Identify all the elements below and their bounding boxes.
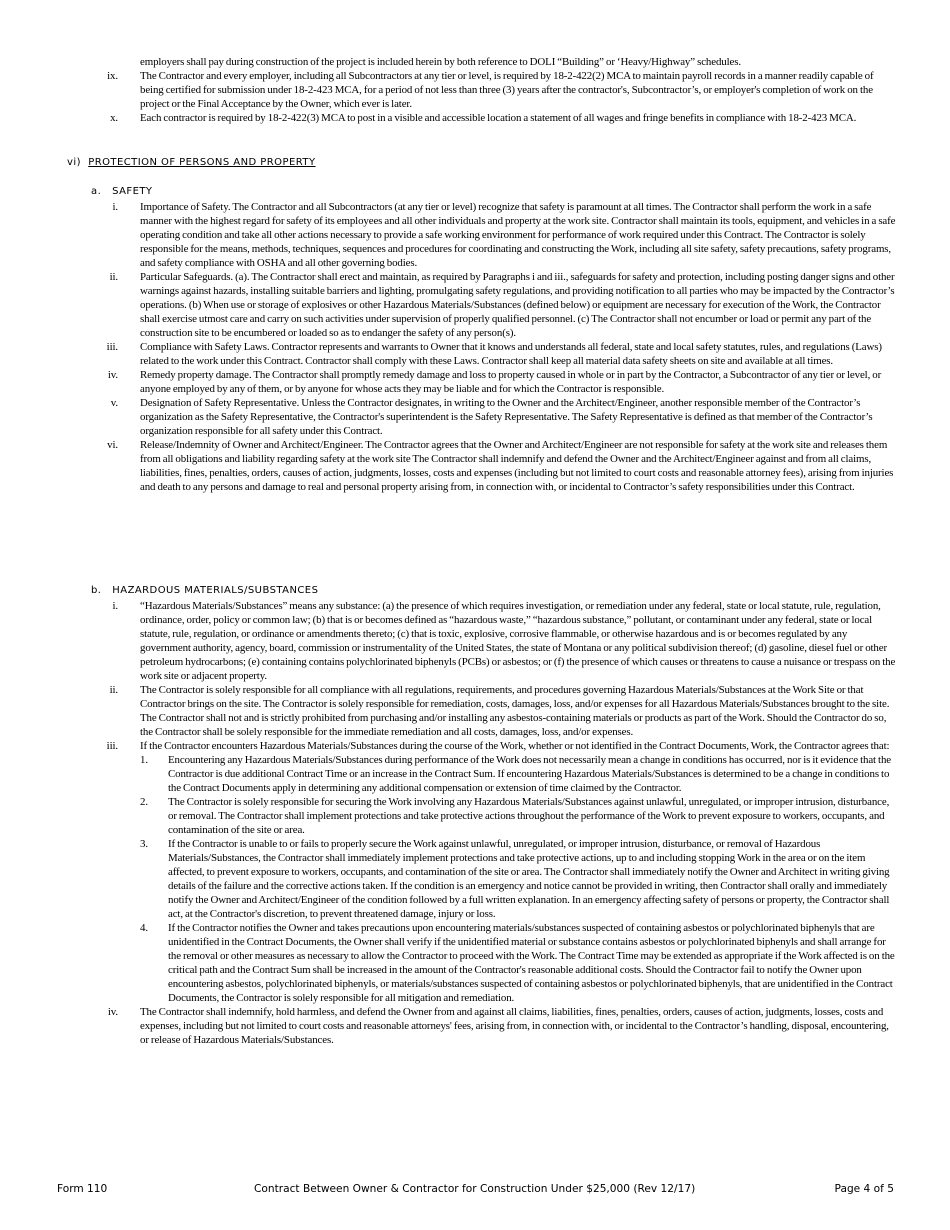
- item-text: Each contractor is required by 18-2-422(3) MCA to post in a visible and accessible location a statement of all wages and fringe benefits in compliance with 18-2-423 MCA.: [140, 112, 857, 124]
- item-text: If the Contractor is unable to or fails to properly secure the Work against unlawful, unregulated, or improper intrusion, disturbance, or removal of Hazardous Materials/Substances, the Contractor shall immediately implement protections and take protective actions, up to and including stopping Work in the area or on the item affected, to prevent exposure to workers, occupants, and contamination of the site or area. The Contractor shall immediately notify the Owner and Architect in writing giving details of the failure and the corrective actions taken. If the condition is an emergency and notice cannot be provided in writing, then Contractor shall orally and immediately notify the Owner and Architect/Engineer of the condition followed by a full written explanation. In an emergency affecting safety of persons or property, the Contractor shall act, at the Contractor's discretion, to prevent threatened damage, injury or loss.: [168, 838, 890, 920]
- item-text: If the Contractor encounters Hazardous Materials/Substances during the course of the Work, whether or not identified in the Contract Documents, Work, the Contractor agrees that:: [140, 740, 890, 752]
- item-number: 1.: [140, 754, 148, 766]
- item-text: Designation of Safety Representative. Unless the Contractor designates, in writing to the Owner and the Architect/Engineer, another responsible member of the Contractor’s organization as the Safety Representative, the Contractor's superintendent is the Safety Representative. The Safety Representative is defined as that member of the Contractor’s organization responsible for all safety under this Contract.: [140, 397, 873, 437]
- item-text: Release/Indemnity of Owner and Architect/Engineer. The Contractor agrees that the Owner and Architect/Engineer are not responsible for safety at the work site and releases them from all obligations and liability regarding safety at the work site The Contractor shall indemnify and defend the Owner and the Architect/Engineer against and from all claims, liabilities, fines, penalties, orders, causes of action, judgments, losses, costs and expenses (including but not limited to court costs and reasonable attorney fees), arising from injuries and death to any persons and damage to real and personal property arising from, in connection with, or incidental to Contractor’s safety responsibilities under this Contract.: [140, 439, 894, 493]
- item-text: The Contractor shall indemnify, hold harmless, and defend the Owner from and against all claims, liabilities, fines, penalties, orders, causes of action, judgments, losses, costs and expenses, including but not limited to court costs and reasonable attorneys' fees, arising from, in connection with, or incidental to the Contractor’s handling, disposal, encountering, or release of Hazardous Materials/Substances.: [140, 1006, 889, 1046]
- sub-list-item: [140, 753, 896, 795]
- hazardous-heading: b. HAZARDOUS MATERIALS/SUBSTANCES: [91, 585, 319, 596]
- section-heading: [67, 156, 316, 170]
- section-title: PROTECTION OF PERSONS AND PROPERTY: [88, 157, 316, 168]
- item-number: iv.: [107, 369, 118, 381]
- item-text: The Contractor is solely responsible for all compliance with all regulations, requirements, and procedures governing Hazardous Materials/Substances at the Work Site or that Contractor brings on the site. The Contractor is solely responsible for remediation, costs, damages, loss, and/or expenses for all Hazardous Materials/Substances brought to the site. The Contractor shall not and is strictly prohibited from purchasing and/or installing any asbestos-containing materials or products as part of the Work. Should the Contractor do so, the Contractor shall be solely responsible for the immediate remediation and all costs, damages, loss, and/or expenses.: [140, 684, 890, 738]
- list-item: [96, 270, 896, 340]
- footer-page-number: Page 4 of 5: [834, 1183, 894, 1195]
- item-number: iii.: [106, 740, 118, 752]
- item-text: If the Contractor notifies the Owner and takes precautions upon encountering materials/substances suspected of containing asbestos or polychlorinated biphenyls that are unidentified in the Contract Documents, the Owner shall verify if the unidentified material or substance contains asbestos or polychlorinated biphenyls and shall arrange for the removal or other measures as necessary to allow the Contractor to proceed with the Work. The Contract Time may be extended as appropriate if the Work affected is on the critical path and the Contract Sum shall be increased in the amount of the Contractor's reasonable additional costs. Should the Contractor fail to notify the Owner upon encountering asbestos, polychlorinated biphenyls, or materials/substances suspected of containing asbestos or polychlorinated biphenyls, that are unidentified in the Contract Documents, the Contractor is solely responsible for all mitigation and remediation.: [168, 922, 895, 1004]
- item-number: 2.: [140, 796, 148, 808]
- continuation-paragraph: employers shall pay during construction of the project is included herein by both reference to DOLI “Building” or ‘Heavy/Highway” schedules.: [140, 56, 741, 68]
- list-item: [96, 1005, 896, 1047]
- item-number: x.: [110, 112, 118, 124]
- sub-list-item: [140, 921, 896, 1005]
- item-number: vi.: [107, 439, 118, 451]
- hazardous-list: [96, 599, 896, 1047]
- sub-list-item: [140, 795, 896, 837]
- safety-heading: a. SAFETY: [91, 186, 153, 197]
- item-number: 4.: [140, 922, 148, 934]
- item-number: v.: [110, 397, 118, 409]
- list-item: [96, 683, 896, 739]
- wage-items-list: [96, 69, 896, 125]
- item-number: iv.: [107, 1006, 118, 1018]
- item-number: ii.: [109, 684, 118, 696]
- list-item: [96, 599, 896, 683]
- section-number: vi): [67, 157, 81, 168]
- item-text: Importance of Safety. The Contractor and all Subcontractors (at any tier or level) recognize that safety is paramount at all times. The Contractor shall perform the work in a safe manner with the highest regard for safety of its employees and all other individuals and property at the work site. Contractor shall maintain its tools, equipment, and vehicles in a safe operating condition and take all other actions necessary to provide a safe working environment for performance of work required under this Contract. The Contractor is solely responsible for the means, methods, techniques, sequences and procedures for coordinating and constructing the Work, including all site safety, safety precautions, safety programs, and safety compliance with OSHA and all other governing bodies.: [140, 201, 896, 269]
- list-item: [96, 340, 896, 368]
- list-item-x: [96, 111, 896, 125]
- item-text: “Hazardous Materials/Substances” means any substance: (a) the presence of which requires investigation, or remediation under any federal, state or local statute, rule, regulation, ordinance, order, policy or common law; (b) that is or becomes defined as “hazardous waste,” “hazardous substance,” pollutant, or contaminant under any federal, state or local statute, rule, regulation, or ordinance or amendments thereto; (c) that is toxic, explosive, corrosive flammable, or otherwise hazardous and is or becomes regulated by any government authority, agency, board, commission or instrumentality of the United States, the state of Montana or any political subdivision thereof; (d) gasoline, diesel fuel or other petroleum hydrocarbons; (e) containing contains polychlorinated biphenyls (PCBs) or asbestos; or (f) the presence of which causes or threatens to cause a nuisance or trespass on the work site or adjacent property.: [140, 600, 896, 682]
- sub-list-item: [140, 837, 896, 921]
- safety-list: [96, 200, 896, 494]
- item-number: iii.: [106, 341, 118, 353]
- list-item: [96, 739, 896, 753]
- list-item: [96, 368, 896, 396]
- item-number: 3.: [140, 838, 148, 850]
- item-number: ix.: [107, 70, 118, 82]
- item-text: The Contractor and every employer, including all Subcontractors at any tier or level, is required by 18-2-422(2) MCA to maintain payroll records in a manner readily capable of being certified for submission under 18-2-423 MCA, for a period of not less than three (3) years after the contractor's, Subcontractor’s, or employer's completion of work on the project or the Final Acceptance by the Owner, which ever is later.: [140, 70, 874, 110]
- footer-document-title: Contract Between Owner & Contractor for Construction Under $25,000 (Rev 12/17): [254, 1183, 696, 1195]
- list-item: [96, 396, 896, 438]
- list-item: [96, 200, 896, 270]
- item-text: Particular Safeguards. (a). The Contractor shall erect and maintain, as required by Paragraphs i and iii., safeguards for safety and protection, including posting danger signs and other warnings against hazards, installing suitable barriers and lighting, promulgating safety regulations, and providing notification to all parties who may be impacted by the Contractor’s operations. (b) When use or storage of explosives or other Hazardous Materials/Substances (defined below) or equipment are necessary for execution of the Work, the Contractor shall exercise utmost care and carry on such activities under supervision of properly qualified personnel. (c) The Contractor shall not encumber or load or permit any part of the construction site to be encumbered or loaded so as to endanger the safety of any person(s).: [140, 271, 895, 339]
- list-item: [96, 438, 896, 494]
- list-item-ix: [96, 69, 896, 111]
- item-number: ii.: [109, 271, 118, 283]
- item-text: Compliance with Safety Laws. Contractor represents and warrants to Owner that it knows and understands all federal, state and local safety statutes, rules, and regulations (Laws) related to the work under this Contract. Contractor shall comply with these Laws. Contractor shall keep all material data safety sheets on site and available at all times.: [140, 341, 882, 367]
- item-text: Remedy property damage. The Contractor shall promptly remedy damage and loss to property caused in whole or in part by the Contractor, a Subcontractor of any tier or level, or anyone employed by any of them, or by anyone for whose acts they may be liable and for which the Contractor is responsible.: [140, 369, 882, 395]
- page-footer: [57, 1181, 894, 1197]
- item-number: i.: [112, 201, 118, 213]
- footer-form-number: Form 110: [57, 1183, 108, 1195]
- item-text: The Contractor is solely responsible for securing the Work involving any Hazardous Materials/Substances against unlawful, unregulated, or improper intrusion, disturbance, or removal. The Contractor shall implement protections and take protective actions throughout the performance of the Work to prevent exposure to workers, occupants, and contamination of the site or area.: [168, 796, 890, 836]
- item-number: i.: [112, 600, 118, 612]
- item-text: Encountering any Hazardous Materials/Substances during performance of the Work does not necessarily mean a change in conditions has occurred, nor is it evidence that the Contractor is due additional Contract Time or an increase in the Contract Sum. If encountering Hazardous Materials/Substances is determined to be a change in conditions to the Contract Documents apply in determining any additional compensation or extension of time claimed by the Contractor.: [168, 754, 891, 794]
